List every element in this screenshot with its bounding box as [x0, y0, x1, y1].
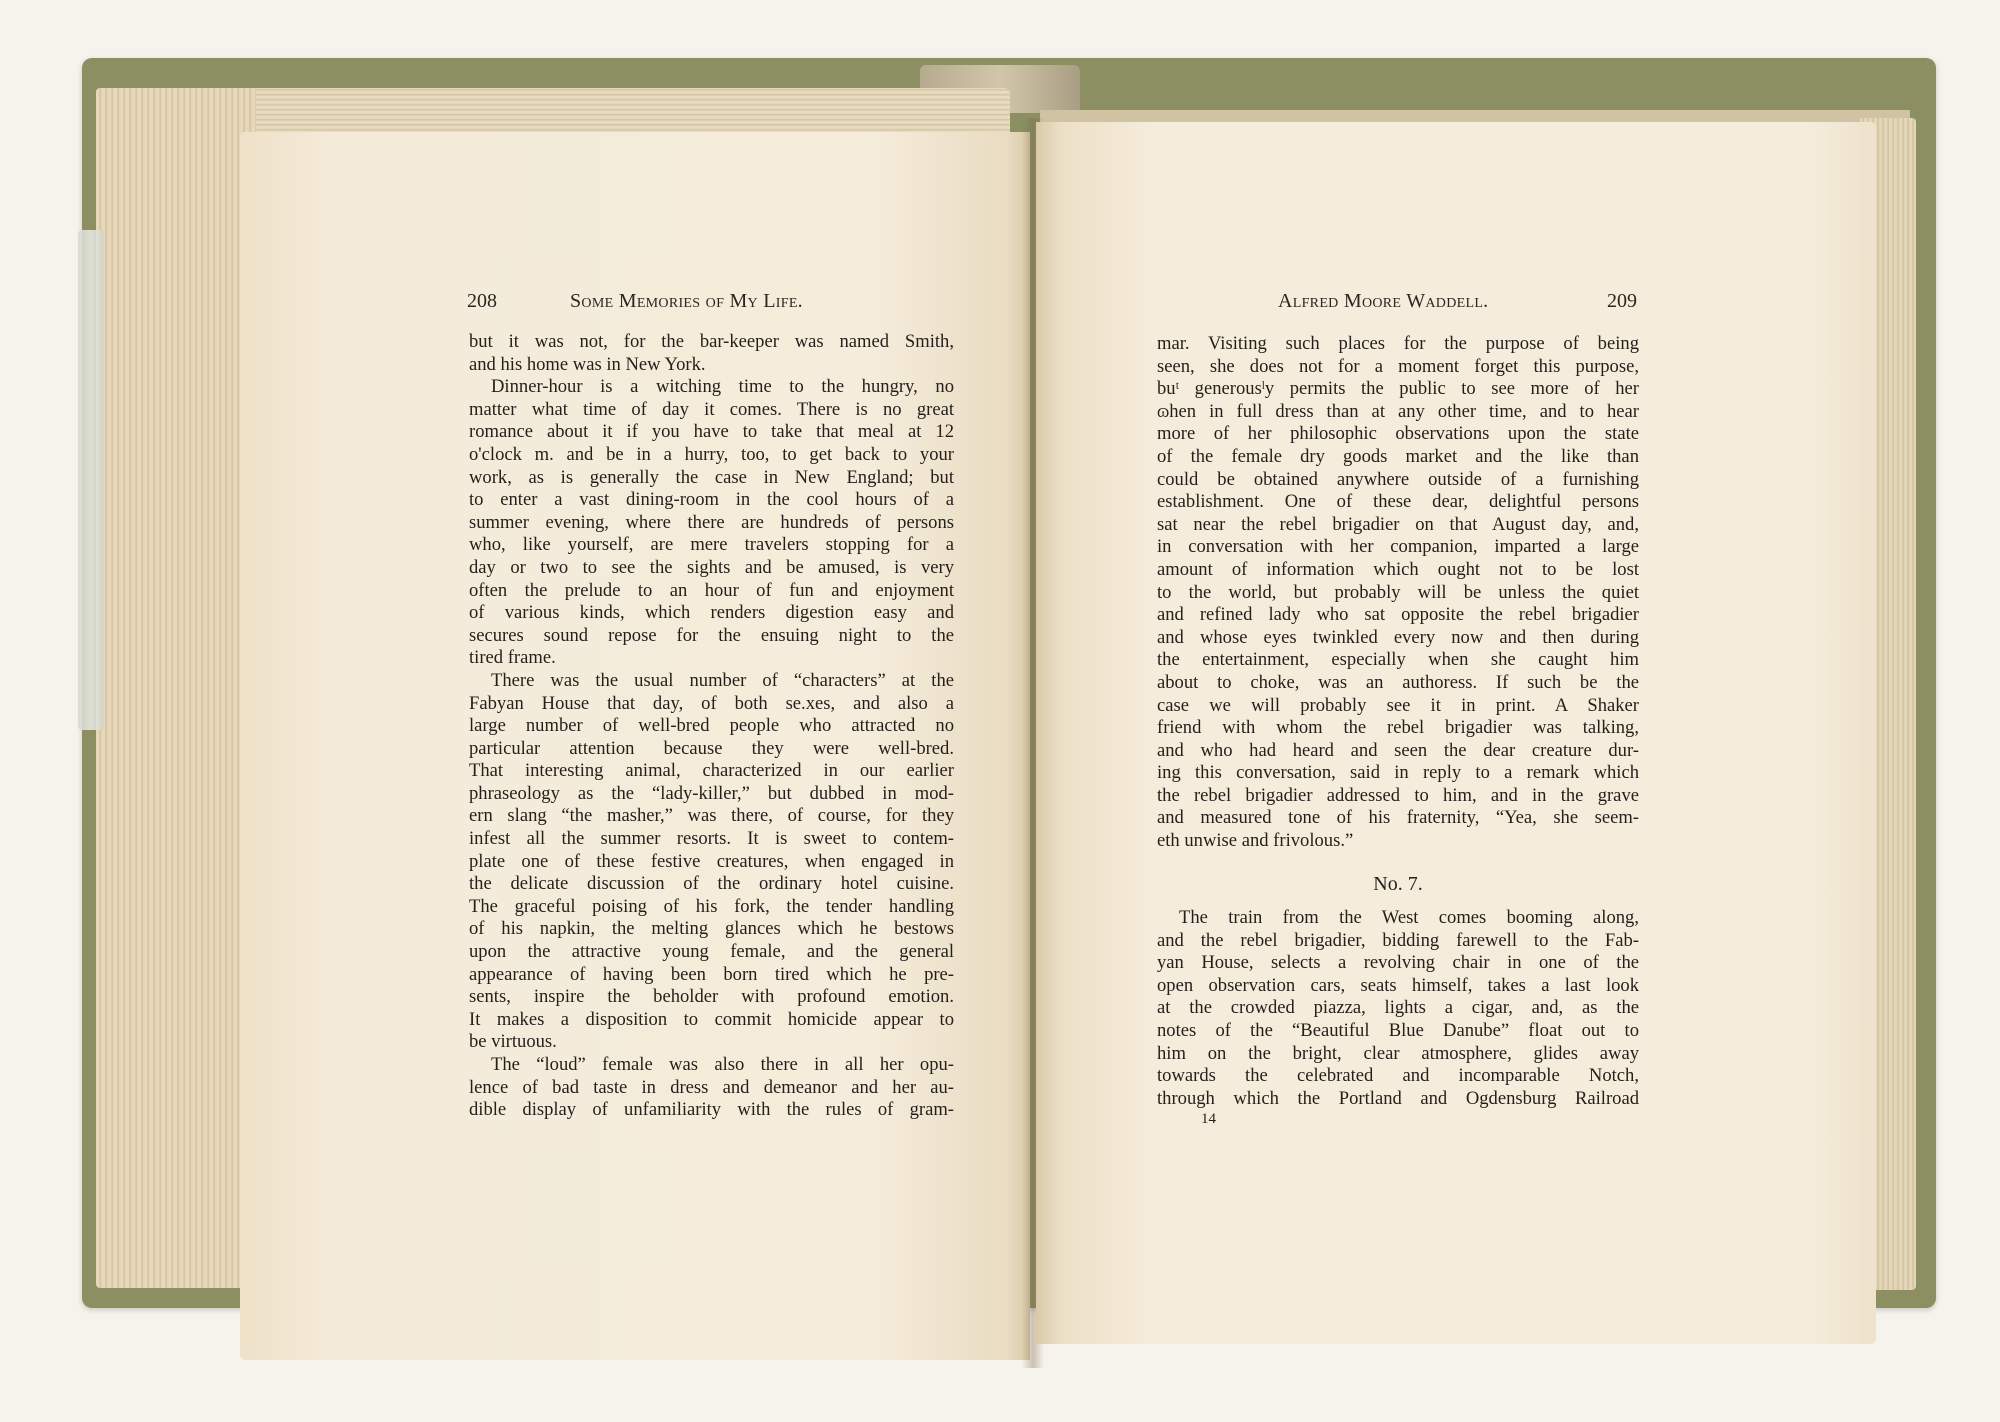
left-running-head: Some Memories of My Life.	[570, 290, 803, 312]
text-line: who, like yourself, are mere travelers stopping for a	[469, 534, 954, 556]
text-line: upon the attractive young female, and the general	[469, 941, 954, 963]
section-heading: No. 7.	[1373, 873, 1423, 895]
text-line: through which the Portland and Ogdensburg Railroad	[1157, 1087, 1639, 1109]
text-line: notes of the “Beautiful Blue Danube” float out to	[1157, 1019, 1639, 1041]
text-line: case we will probably see it in print. A Shaker	[1157, 694, 1639, 716]
text-line: could be obtained anywhere outside of a furnishing	[1157, 468, 1639, 490]
text-line: establishment. One of these dear, delightful persons	[1157, 491, 1639, 513]
text-line: yan House, selects a revolving chair in one of the	[1157, 952, 1639, 974]
text-line: work, as is generally the case in New England; but	[469, 466, 954, 488]
text-line: matter what time of day it comes. There is no great	[469, 398, 954, 420]
text-line: and measured tone of his fraternity, “Yea, she seem-	[1157, 807, 1639, 829]
text-line: seen, she does not for a moment forget this purpose,	[1157, 355, 1639, 377]
text-line: summer evening, where there are hundreds of persons	[469, 511, 954, 533]
text-line: at the crowded piazza, lights a cigar, and, as the	[1157, 997, 1639, 1019]
text-line: to the world, but probably will be unless the quiet	[1157, 581, 1639, 603]
text-line: phraseology as the “lady-killer,” but dubbed in mod-	[469, 782, 954, 804]
text-line: tired frame.	[469, 647, 556, 669]
text-line: the delicate discussion of the ordinary hotel cuisine.	[469, 873, 954, 895]
text-line: to enter a vast dining-room in the cool hours of a	[469, 489, 954, 511]
text-line: o'clock m. and be in a hurry, too, to get back to your	[469, 443, 954, 465]
text-line: of his napkin, the melting glances which he bestows	[469, 918, 954, 940]
right-running-head: Alfred Moore Waddell.	[1278, 290, 1489, 312]
text-line: ern slang “the masher,” was there, of course, for they	[469, 805, 954, 827]
text-line: friend with whom the rebel brigadier was talking,	[1157, 717, 1639, 739]
text-line: and the rebel brigadier, bidding farewell to the Fab-	[1157, 929, 1639, 951]
text-line: be virtuous.	[469, 1031, 557, 1053]
right-page-number: 209	[1607, 290, 1637, 312]
text-line: The “loud” female was also there in all her opu-	[491, 1054, 954, 1075]
repair-tape	[78, 230, 104, 730]
text-line: large number of well-bred people who attracted no	[469, 715, 954, 737]
text-line: amount of information which ought not to be lost	[1157, 558, 1639, 580]
text-line: and his home was in New York.	[469, 353, 706, 375]
left-page-number: 208	[467, 290, 497, 312]
text-line: often the prelude to an hour of fun and enjoyment	[469, 579, 954, 601]
text-line: the entertainment, especially when she caught him	[1157, 649, 1639, 671]
text-line: in conversation with her companion, imparted a large	[1157, 536, 1639, 558]
text-line: mar. Visiting such places for the purpose of being	[1157, 333, 1639, 354]
right-page-body-text-bottom	[1157, 907, 1639, 1110]
text-line: Dinner-hour is a witching time to the hungry, no	[491, 376, 954, 398]
text-line: of various kinds, which renders digestion easy and	[469, 602, 954, 624]
text-line: The graceful poising of his fork, the tender handling	[469, 895, 954, 917]
text-line: buᵗ generousˡy permits the public to see more of her	[1157, 378, 1639, 400]
text-line: about to choke, was an authoress. If such be the	[1157, 671, 1639, 693]
text-line: romance about it if you have to take that meal at 12	[469, 421, 954, 443]
text-line: of the female dry goods market and the like than	[1157, 445, 1639, 467]
text-line: open observation cars, seats himself, takes a last look	[1157, 974, 1639, 996]
right-page-body-text-top	[1157, 333, 1639, 853]
text-line: and whose eyes twinkled every now and then during	[1157, 626, 1639, 648]
text-line: the rebel brigadier addressed to him, and in the grave	[1157, 784, 1639, 806]
text-line: dible display of unfamiliarity with the rules of gram-	[469, 1099, 954, 1121]
text-line: lence of bad taste in dress and demeanor and her au-	[469, 1076, 954, 1098]
signature-mark: 14	[1201, 1111, 1216, 1127]
text-line: him on the bright, clear atmosphere, glides away	[1157, 1042, 1639, 1064]
text-line: infest all the summer resorts. It is sweet to contem-	[469, 828, 954, 850]
text-line: secures sound repose for the ensuing night to the	[469, 624, 954, 646]
text-line: Fabyan House that day, of both se.xes, and also a	[469, 692, 954, 714]
text-line: plate one of these festive creatures, when engaged in	[469, 850, 954, 872]
text-line: but it was not, for the bar-keeper was named Smith,	[469, 331, 954, 352]
text-line: day or two to see the sights and be amused, is very	[469, 556, 954, 578]
text-line: particular attention because they were well-bred.	[469, 737, 954, 759]
text-line: and who had heard and seen the dear creature dur-	[1157, 739, 1639, 761]
left-page-body-text	[469, 331, 954, 1122]
text-line: sat near the rebel brigadier on that August day, and,	[1157, 513, 1639, 535]
text-line: more of her philosophic observations upon the state	[1157, 423, 1639, 445]
text-line: ɷhen in full dress than at any other time, and to hear	[1157, 400, 1639, 422]
text-line: That interesting animal, characterized in our earlier	[469, 760, 954, 782]
text-line: sents, inspire the beholder with profound emotion.	[469, 986, 954, 1008]
text-line: towards the celebrated and incomparable Notch,	[1157, 1065, 1639, 1087]
text-line: eth unwise and frivolous.”	[1157, 830, 1354, 852]
text-line: appearance of having been born tired which he pre-	[469, 963, 954, 985]
text-line: ing this conversation, said in reply to a remark which	[1157, 762, 1639, 784]
text-line: There was the usual number of “characters” at the	[491, 669, 954, 691]
text-line: It makes a disposition to commit homicide appear to	[469, 1008, 954, 1030]
text-line: The train from the West comes booming along,	[1179, 907, 1639, 928]
left-page-stack-edge	[96, 88, 256, 1288]
text-line: and refined lady who sat opposite the rebel brigadier	[1157, 604, 1639, 626]
